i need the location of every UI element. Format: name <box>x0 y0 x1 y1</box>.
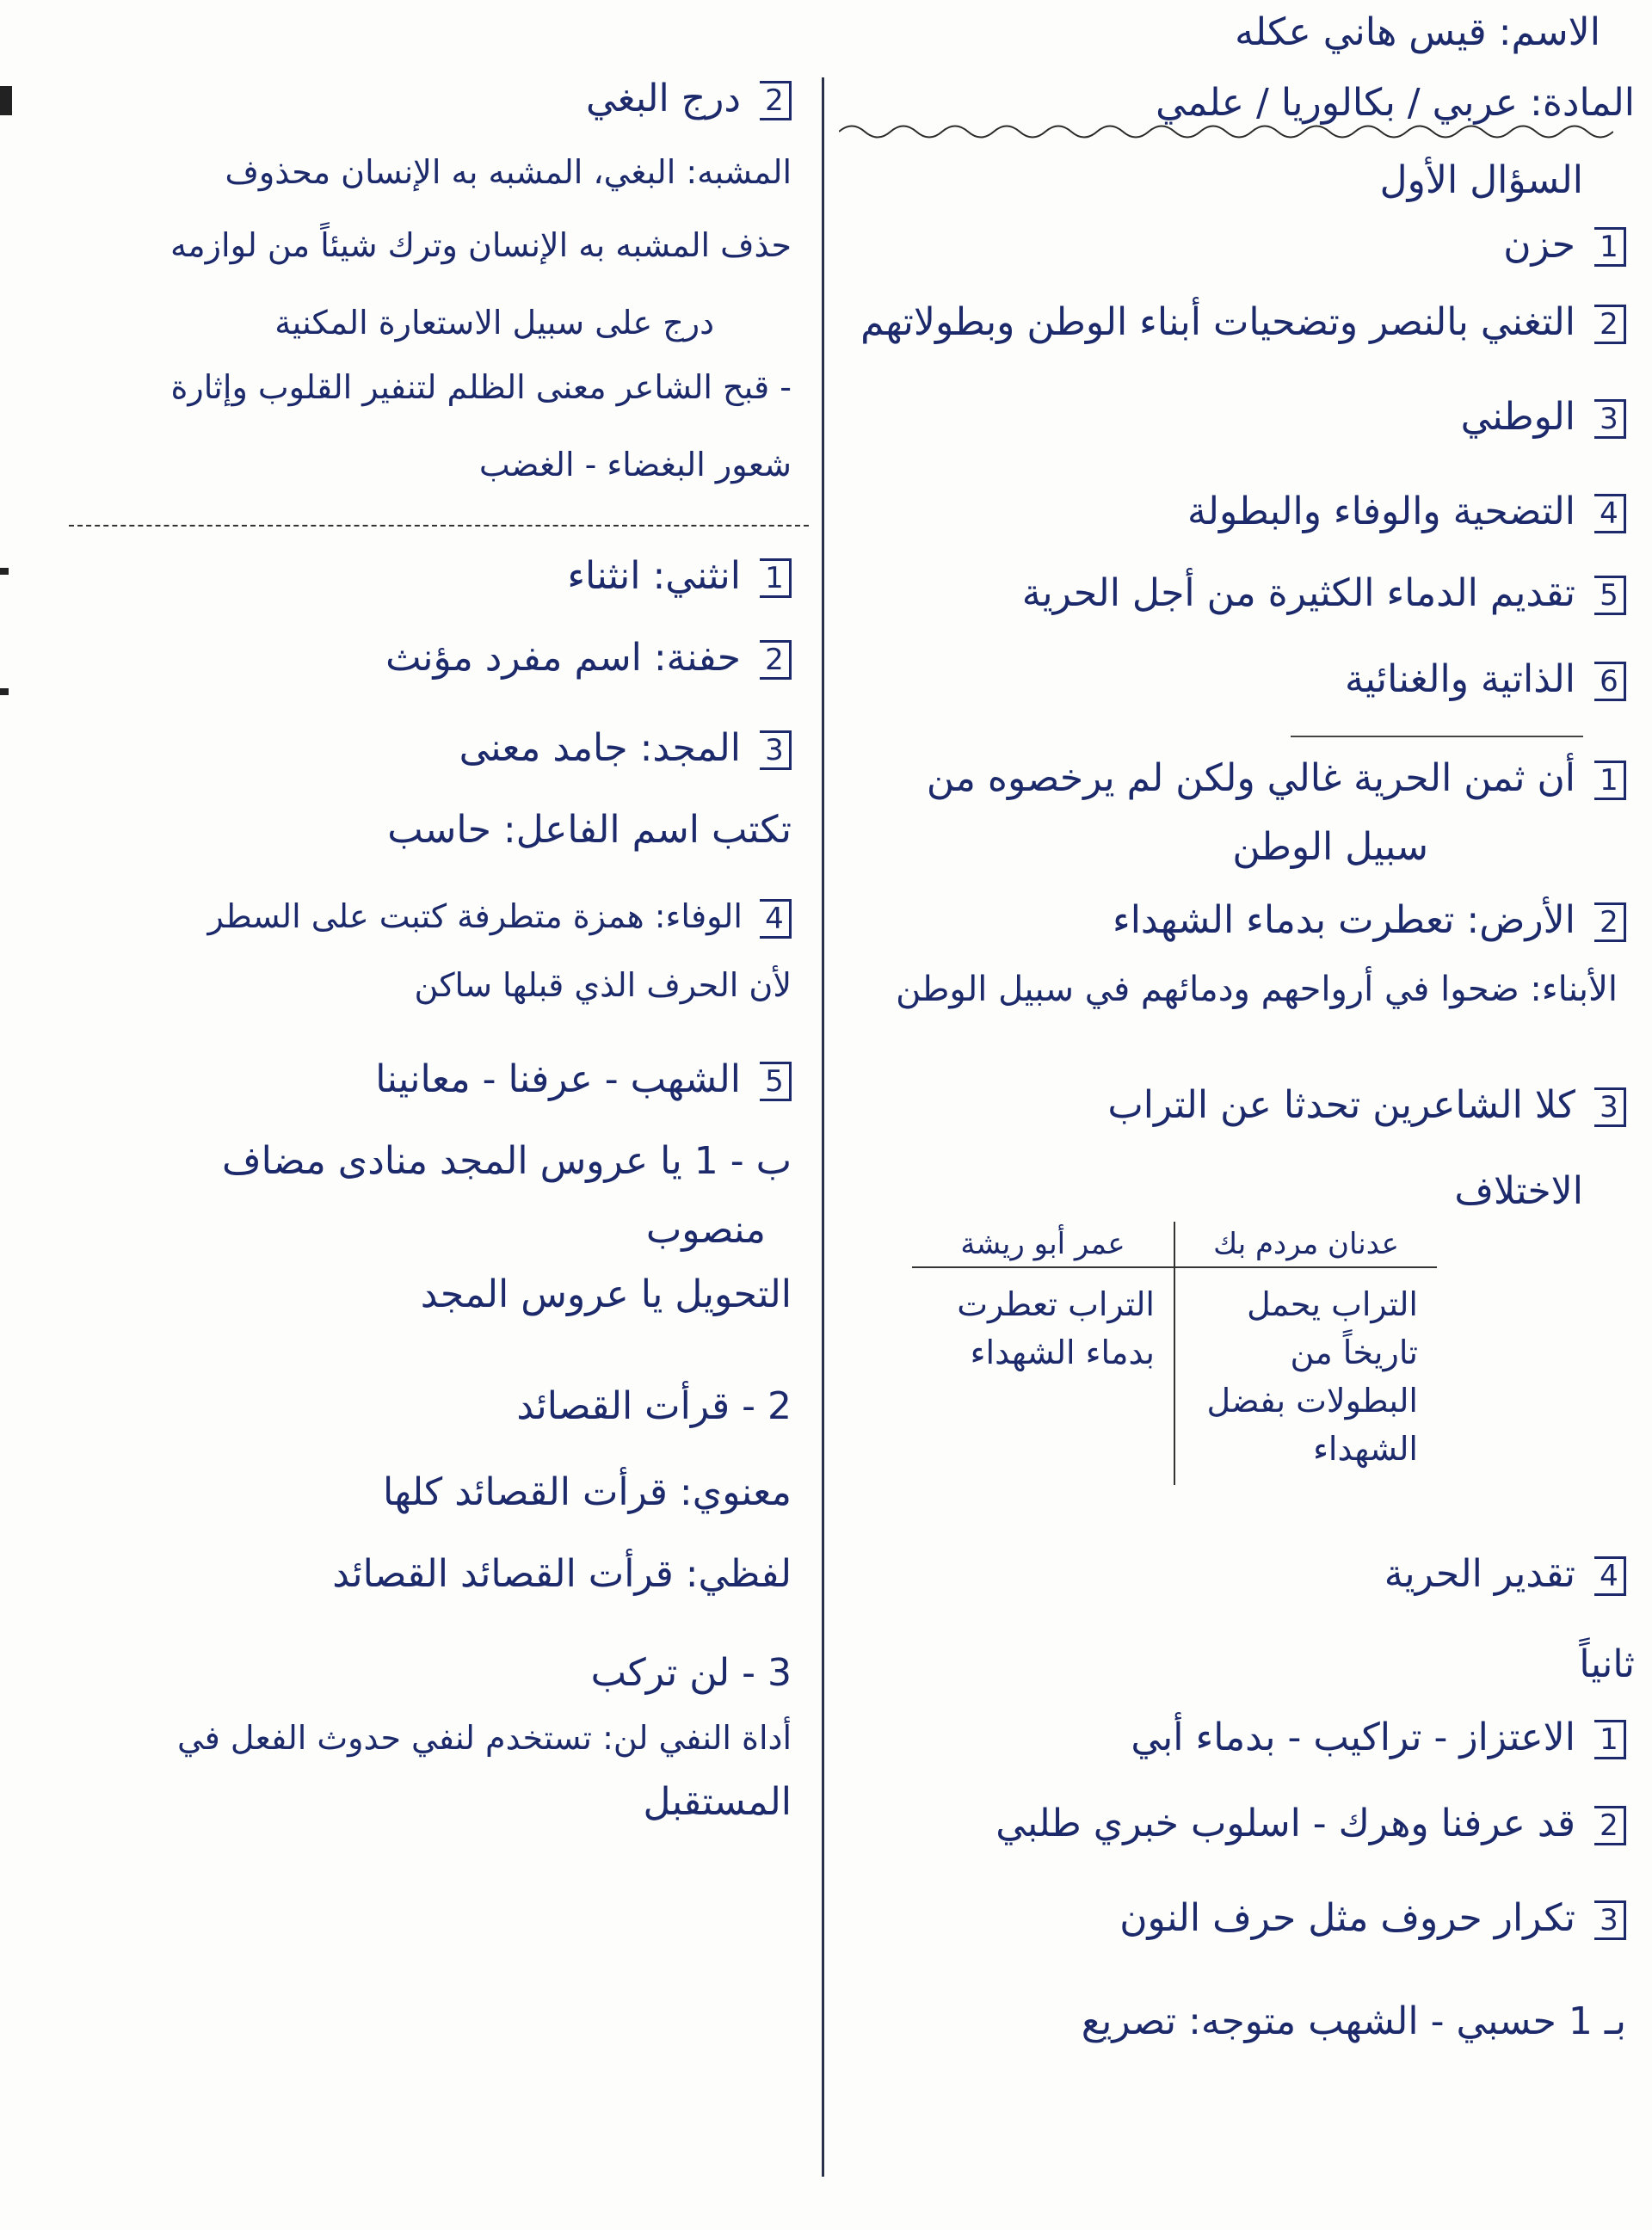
q1-item <box>1345 654 1626 705</box>
item-number: 2 <box>760 640 792 680</box>
table-header-col1: عدنان مردم بك <box>1174 1222 1437 1267</box>
second-item <box>1131 1712 1626 1764</box>
item-number: 4 <box>1594 494 1626 533</box>
q1-item <box>1187 486 1626 538</box>
table-cell-col1: التراب يحمل تاريخاً من البطولات بفضل الشهداء <box>1174 1267 1437 1485</box>
item-number: 1 <box>1594 227 1626 267</box>
c4-line1: الوفاء: همزة متطرفة كتبت على السطر <box>207 897 743 935</box>
item-number: 3 <box>1594 1900 1626 1940</box>
d1-line3: التحويل يا عروس المجد <box>420 1272 792 1316</box>
student-name: الاسم: قيس هاني عكله <box>1235 10 1600 54</box>
item-number: 3 <box>760 730 792 770</box>
c-item <box>385 632 792 684</box>
item-text: حزن <box>1503 223 1575 267</box>
d2-title: 2 - قرأت القصائد <box>516 1384 792 1428</box>
c4 <box>208 890 792 942</box>
item-number: 6 <box>1594 662 1626 701</box>
d1-line1: ب - 1 يا عروس المجد منادى مضاف <box>222 1139 792 1183</box>
q1-item <box>1461 391 1626 443</box>
table-header-col2: عمر أبو ريشة <box>912 1222 1174 1267</box>
item-text: الاعتزاز - تراكيب - بدماء أبي <box>1131 1716 1575 1759</box>
item-number: 1 <box>1594 761 1626 800</box>
item-text: التغني بالنصر وتضحيات أبناء الوطن وبطولاتهم <box>860 300 1575 344</box>
b-item <box>1082 1996 1626 2048</box>
d3-title: 3 - لن تركب <box>590 1651 792 1695</box>
item-number: بـ 1 <box>1568 1999 1626 2043</box>
c5-text: الشهب - عرفنا - معانينا <box>375 1057 741 1101</box>
edge-mark <box>0 568 9 575</box>
item-number: 1 <box>1594 1720 1626 1759</box>
column-divider <box>822 77 824 2177</box>
d2-line2: لفظي: قرأت القصائد القصائد <box>332 1552 792 1596</box>
item-number: 4 <box>760 899 792 939</box>
edge-mark <box>0 86 12 115</box>
b2 <box>1113 895 1626 946</box>
b3-line2: الاختلاف <box>1454 1169 1583 1213</box>
c-item <box>567 551 792 602</box>
g2-line: حذف المشبه به الإنسان وترك شيئاً من لوازمه <box>170 226 792 264</box>
g2-line: درج على سبيل الاستعارة المكنية <box>274 304 714 342</box>
item-number: 5 <box>760 1062 792 1101</box>
second-title: ثانياً <box>1579 1642 1635 1686</box>
d2-line1: معنوي: قرأت القصائد كلها <box>383 1470 792 1514</box>
item-number: 4 <box>1594 1556 1626 1596</box>
item-text: حفنة: اسم مفرد مؤنث <box>385 636 741 680</box>
q1-item <box>860 297 1626 348</box>
b1 <box>927 753 1626 804</box>
g2-line: المشبه: البغي، المشبه به الإنسان محذوف <box>225 153 792 191</box>
dashed-rule <box>69 525 809 528</box>
item-text: تكرار حروف مثل حرف النون <box>1119 1896 1575 1940</box>
header-wavy-underline <box>839 119 1613 145</box>
c-item <box>459 723 792 774</box>
second-item <box>1119 1893 1626 1944</box>
b3 <box>1107 1080 1626 1131</box>
item-text: حسبي - الشهب متوجه: تصريع <box>1081 1999 1556 2043</box>
item-number: 2 <box>1594 305 1626 344</box>
d3-line1: أداة النفي لن: تستخدم لنفي حدوث الفعل في <box>176 1719 792 1757</box>
section-rule <box>1291 736 1583 737</box>
item-text: المجد: جامد معنى <box>459 726 741 770</box>
item-text: الوطني <box>1460 395 1575 439</box>
b2-line2: الأبناء: ضحوا في أرواحهم ودمائهم في سبيل الوطن <box>896 970 1618 1009</box>
q1-item <box>1503 219 1626 271</box>
q1-item <box>1022 568 1626 619</box>
b1-line2: سبيل الوطن <box>1232 825 1428 869</box>
b4-text: تقدير الحرية <box>1384 1552 1575 1596</box>
edge-mark <box>0 688 9 695</box>
item-number: 3 <box>1594 399 1626 439</box>
g2-line: شعور البغضاء - الغضب <box>478 446 792 484</box>
g2-line: - قبح الشاعر معنى الظلم لتنفير القلوب وإثارة <box>170 368 792 406</box>
item-text: قد عرفنا وهرك - اسلوب خبري طلبي <box>996 1802 1575 1845</box>
c4-line2: لأن الحرف الذي قبلها ساكن <box>414 966 792 1004</box>
b2-line1: الأرض: تعطرت بدماء الشهداء <box>1113 898 1575 942</box>
item-text: انثني: انثناء <box>567 554 741 598</box>
item-number: 2 <box>1594 1806 1626 1845</box>
d3-line2: المستقبل <box>643 1780 792 1824</box>
g2-title <box>586 73 792 125</box>
item-number: 3 <box>1594 1087 1626 1127</box>
b4 <box>1384 1549 1626 1600</box>
c3-extra: تكتب اسم الفاعل: حاسب <box>387 808 792 852</box>
g2-title-text: درج البغي <box>585 77 741 120</box>
d1-line2: منصوب <box>645 1208 766 1252</box>
item-number: 2 <box>760 81 792 120</box>
subject-line: المادة: عربي / بكالوريا / علمي <box>1156 81 1635 125</box>
comparison-table <box>912 1222 1437 1485</box>
item-number: 5 <box>1594 576 1626 615</box>
item-text: التضحية والوفاء والبطولة <box>1187 490 1575 533</box>
b3-line1: كلا الشاعرين تحدثا عن التراب <box>1107 1083 1575 1127</box>
b1-line1: أن ثمن الحرية غالي ولكن لم يرخصوه من <box>926 756 1575 800</box>
c5 <box>375 1054 792 1106</box>
item-text: الذاتية والغنائية <box>1345 657 1575 701</box>
q1-title: السؤال الأول <box>1379 158 1583 202</box>
item-number: 1 <box>760 558 792 598</box>
item-number: 2 <box>1594 902 1626 942</box>
item-text: تقديم الدماء الكثيرة من أجل الحرية <box>1021 571 1575 615</box>
second-item <box>996 1798 1626 1850</box>
table-cell-col2: التراب تعطرت بدماء الشهداء <box>957 1285 1155 1371</box>
